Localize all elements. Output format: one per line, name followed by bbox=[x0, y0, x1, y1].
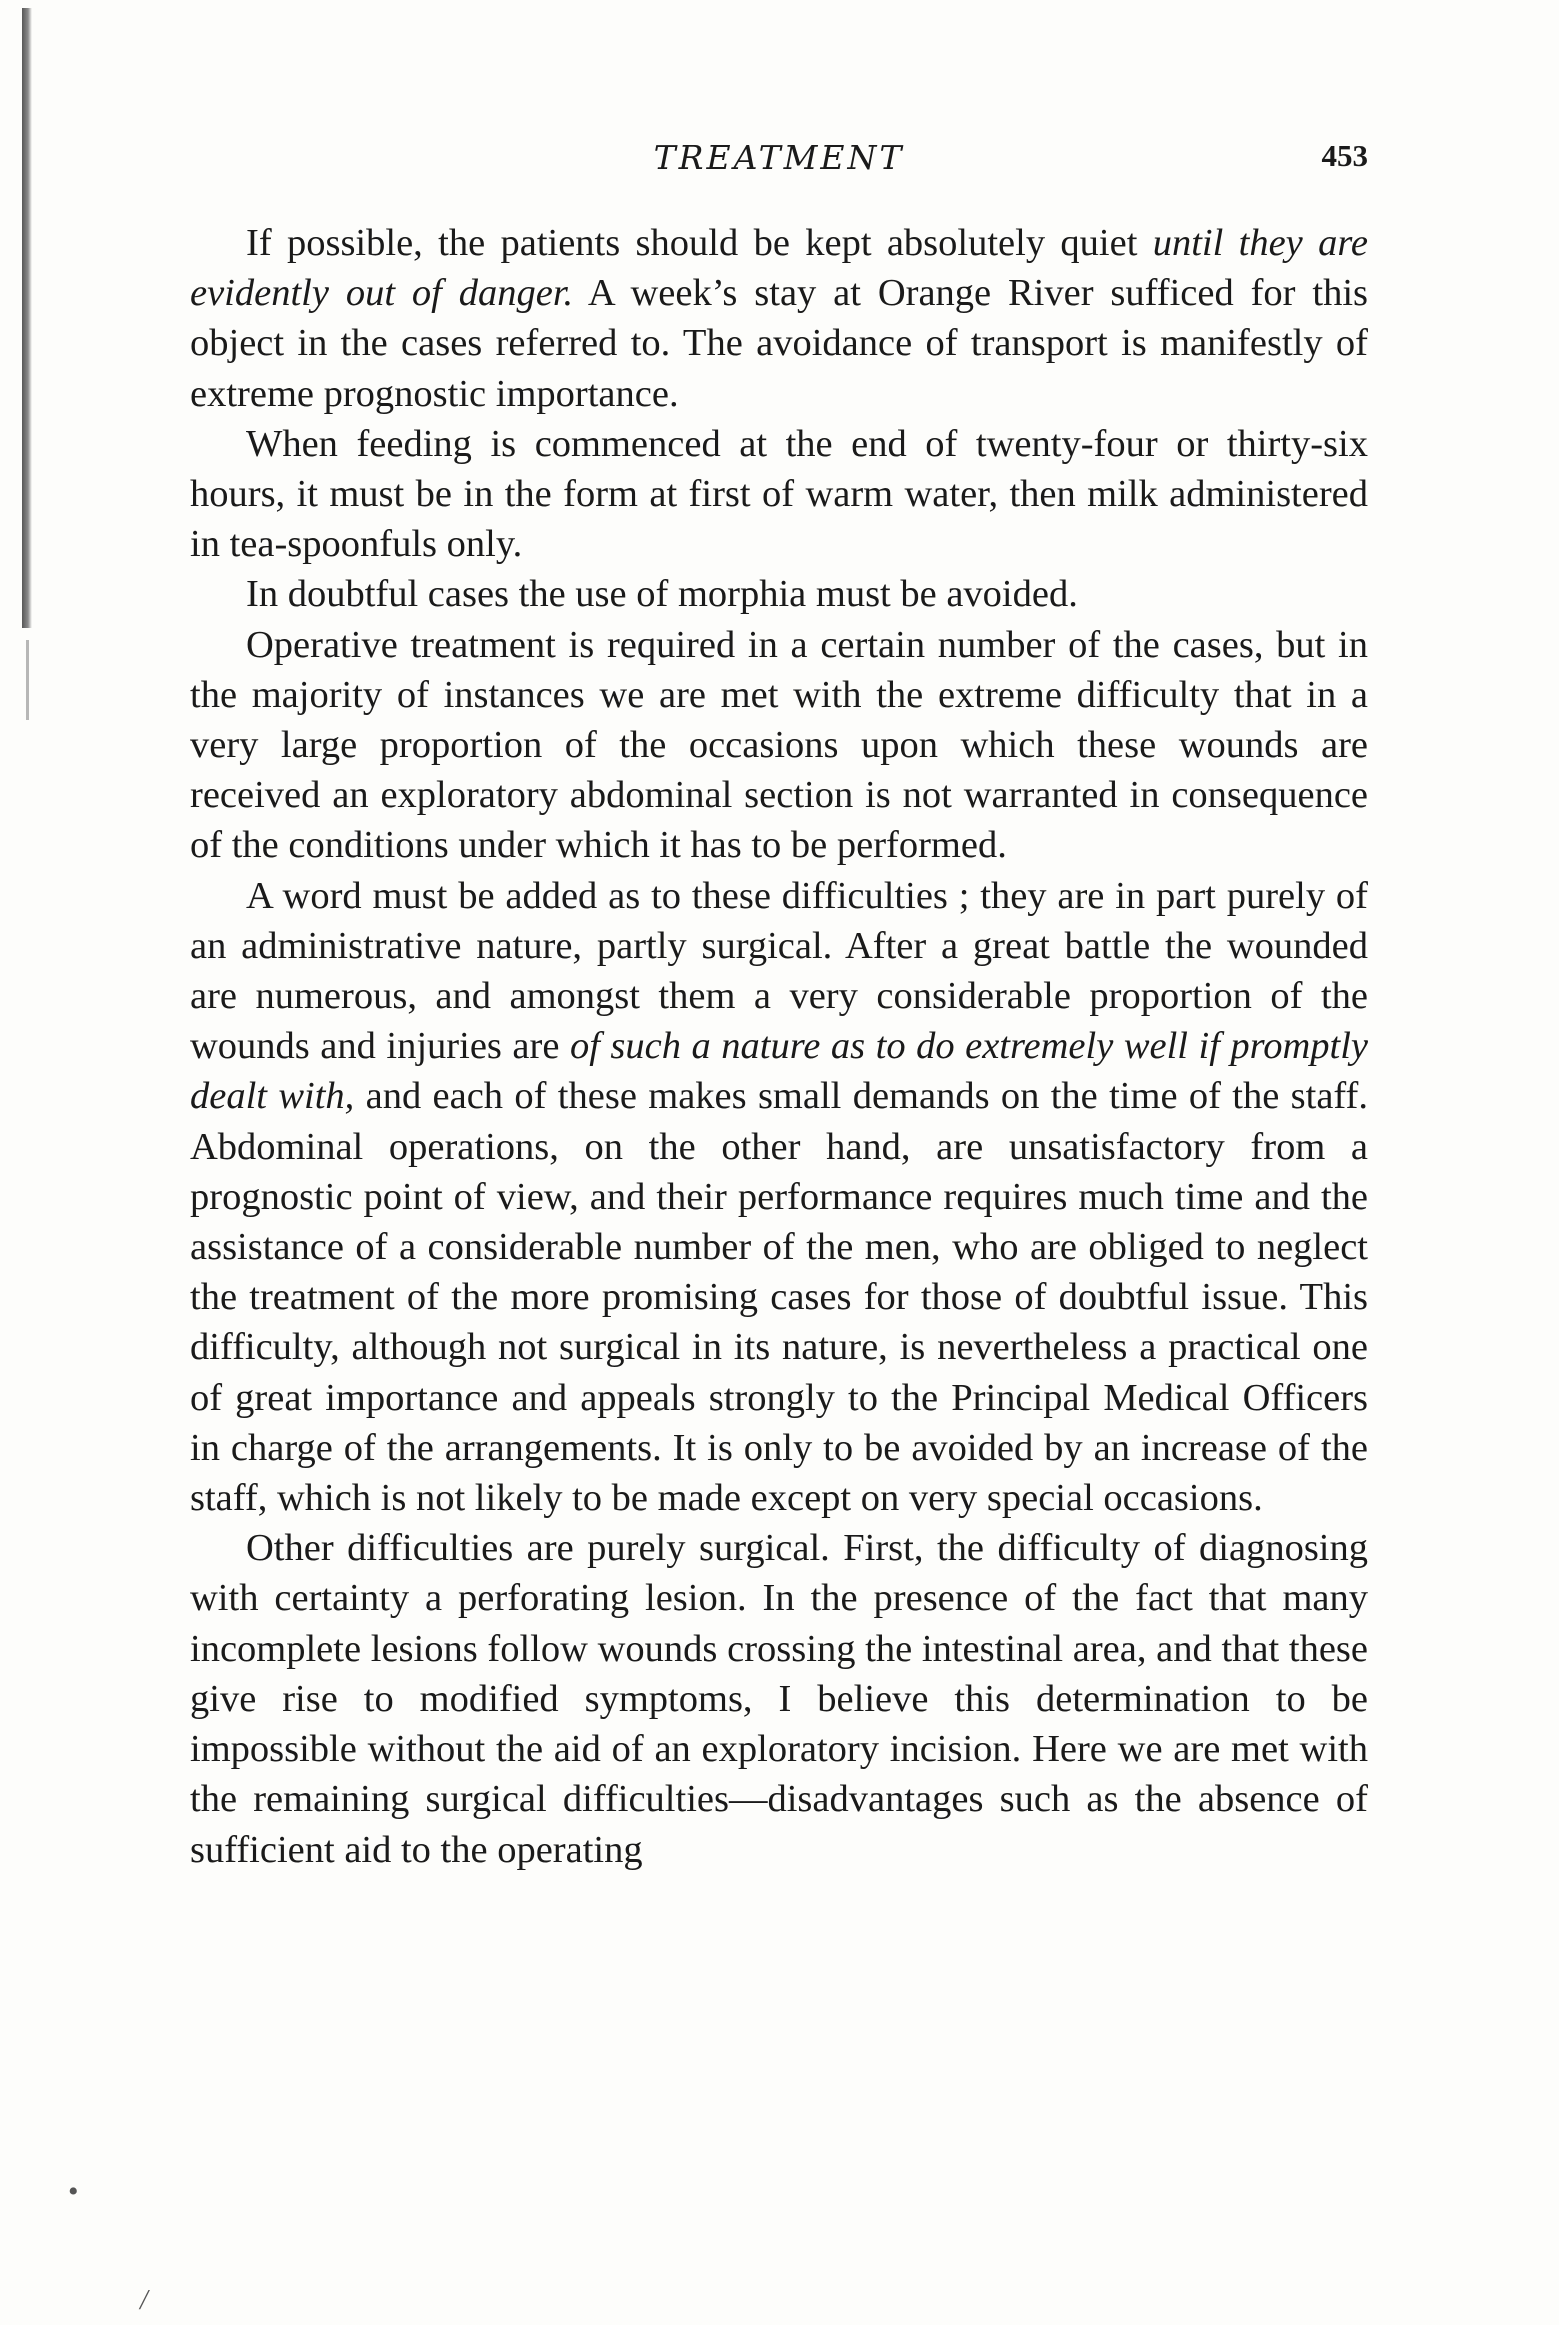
stray-mark: / bbox=[140, 2285, 148, 2316]
paragraph-text: A week’s stay at Orange River sufficed for this object in the cases referred to. The avoidance of transport is manifestly of extreme prognostic importance. bbox=[190, 272, 1368, 415]
scan-binding-shadow bbox=[22, 8, 32, 628]
paragraph bbox=[190, 871, 1368, 1524]
page-number: 453 bbox=[1321, 138, 1368, 173]
body-text bbox=[190, 218, 1368, 1875]
paragraph bbox=[190, 620, 1368, 871]
running-title: TREATMENT bbox=[653, 138, 905, 177]
paragraph-text: When feeding is commenced at the end of twenty-four or thirty-six hours, it must be in the form at first of warm water, then milk administered in tea-spoonfuls only. bbox=[190, 422, 1368, 566]
paragraph bbox=[190, 218, 1368, 419]
stray-mark: • bbox=[68, 2175, 79, 2208]
paragraph-text: In doubtful cases the use of morphia must be avoided. bbox=[246, 573, 1078, 616]
paragraph-text: Operative treatment is required in a certain number of the cases, but in the majority of instances we are met with the extreme difficulty that in a very large proportion of the occasions upon which these wounds are received an exploratory abdominal section is not warranted in consequence of the conditions under which it has to be performed. bbox=[190, 623, 1368, 867]
paragraph-text-italic: of such a nature as to do extremely well if promptly dealt with, bbox=[190, 1025, 1368, 1118]
paragraph bbox=[190, 1523, 1368, 1874]
paragraph-text: A word must be added as to these difficulties ; they are in part purely of an administrative nature, partly surgical. After a great battle the wounded are numerous, and amongst them a very considerable proportion of the wounds and injuries are bbox=[190, 874, 1368, 1068]
scan-binding-mark bbox=[26, 640, 29, 720]
paragraph-text: Other difficulties are purely surgical. First, the difficulty of diagnosing with certainty a perforating lesion. In the presence of the fact that many incomplete lesions follow wounds crossing the intestinal area, and that these give rise to modified symptoms, I believe this determination to be impossible without the aid of an exploratory incision. Here we are met with the remaining surgical difficulties—disadvantages such as the absence of sufficient aid to the operating bbox=[190, 1527, 1368, 1871]
paragraph-text: and each of these makes small demands on the time of the staff. Abdominal operations, on the other hand, are unsatisfactory from a prognostic point of view, and their performance requires much time and the assistance of a considerable number of the men, who are obliged to neglect the treatment of the more promising cases for those of doubtful issue. This difficulty, although not surgical in its nature, is nevertheless a practical one of great importance and appeals strongly to the Principal Medical Officers in charge of the arrangements. It is only to be avoided by an increase of the staff, which is not likely to be made except on very special occasions. bbox=[190, 1075, 1368, 1520]
paragraph bbox=[190, 419, 1368, 570]
paragraph bbox=[190, 569, 1368, 619]
running-header bbox=[190, 138, 1368, 188]
paragraph-text: If possible, the patients should be kept absolutely quiet bbox=[246, 222, 1153, 264]
paragraph-text-italic: until they are evidently out of danger. bbox=[190, 222, 1368, 315]
